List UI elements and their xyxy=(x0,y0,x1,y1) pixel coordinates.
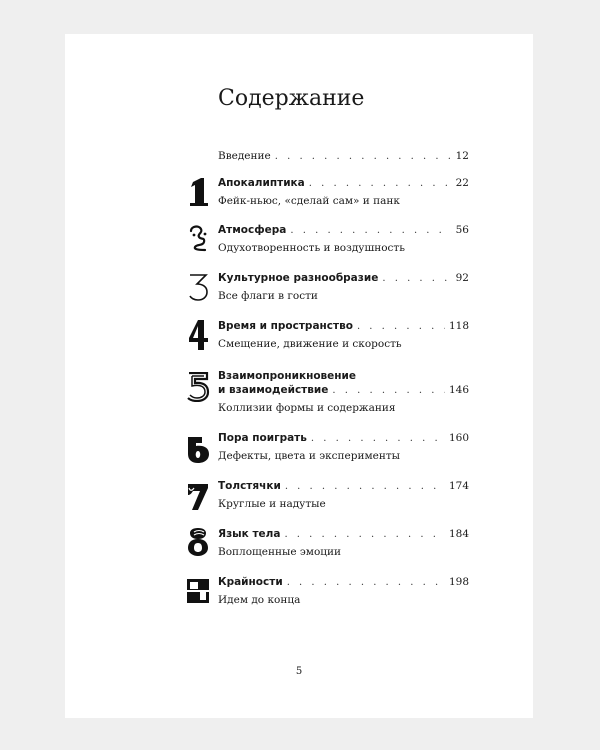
chapter-2-numeral-icon xyxy=(185,225,211,253)
toc-entry-chapter-8[interactable] xyxy=(218,528,469,560)
chapter-7-numeral-icon xyxy=(185,482,211,510)
toc-entry-intro[interactable] xyxy=(218,150,469,166)
entry-subtitle: Фейк-ньюс, «сделай сам» и панк xyxy=(218,195,400,207)
toc-entry-chapter-3[interactable] xyxy=(218,272,469,304)
chapter-3-numeral-icon xyxy=(185,273,211,301)
entry-label-line-1: Взаимопроникновение xyxy=(218,370,357,382)
entry-page-number: 160 xyxy=(448,432,469,444)
toc-entry-chapter-6[interactable] xyxy=(218,432,469,464)
entry-page-number: 12 xyxy=(455,150,469,162)
entry-label: Язык тела xyxy=(218,528,281,540)
dot-leader xyxy=(332,385,445,396)
entry-subtitle: Воплощенные эмоции xyxy=(218,546,342,558)
entry-page-number: 92 xyxy=(455,272,469,284)
dot-leader xyxy=(284,529,445,540)
dot-leader xyxy=(357,321,445,332)
entry-label: Пора поиграть xyxy=(218,432,307,444)
page-title: Содержание xyxy=(218,86,365,111)
entry-label-line-2: и взаимодействие xyxy=(218,384,329,396)
toc-entry-chapter-5[interactable] xyxy=(218,368,469,416)
entry-subtitle: Смещение, движение и скорость xyxy=(218,338,402,350)
entry-label: Культурное разнообразие xyxy=(218,272,379,284)
dot-leader xyxy=(275,151,452,162)
chapter-4-numeral-icon xyxy=(185,321,211,349)
entry-label: Атмосфера xyxy=(218,224,287,236)
entry-page-number: 118 xyxy=(448,320,469,332)
dot-leader xyxy=(290,225,451,236)
dot-leader xyxy=(285,481,445,492)
entry-page-number: 174 xyxy=(448,480,469,492)
entry-subtitle: Все флаги в гости xyxy=(218,290,318,302)
entry-label: Апокалиптика xyxy=(218,177,305,189)
page-folio-number: 5 xyxy=(295,666,303,677)
entry-subtitle: Коллизии формы и содержания xyxy=(218,402,396,414)
chapter-1-numeral-icon xyxy=(185,178,211,206)
entry-subtitle: Идем до конца xyxy=(218,594,301,606)
toc-entry-chapter-9[interactable] xyxy=(218,576,469,608)
toc-entry-chapter-2[interactable] xyxy=(218,224,469,256)
entry-page-number: 56 xyxy=(455,224,469,236)
dot-leader xyxy=(311,433,445,444)
dot-leader xyxy=(309,178,452,189)
chapter-5-numeral-icon xyxy=(185,373,211,401)
entry-page-number: 22 xyxy=(455,177,469,189)
chapter-6-numeral-icon xyxy=(185,435,211,463)
entry-subtitle: Одухотворенность и воздушность xyxy=(218,242,405,254)
entry-page-number: 146 xyxy=(448,384,469,396)
dot-leader xyxy=(382,273,451,284)
entry-subtitle: Круглые и надутые xyxy=(218,498,326,510)
toc-entry-chapter-4[interactable] xyxy=(218,320,469,352)
entry-page-number: 184 xyxy=(448,528,469,540)
book-page xyxy=(65,34,533,718)
entry-label: Толстячки xyxy=(218,480,281,492)
entry-subtitle: Дефекты, цвета и эксперименты xyxy=(218,450,401,462)
toc-entry-chapter-1[interactable] xyxy=(218,177,469,209)
dot-leader xyxy=(287,577,445,588)
entry-page-number: 198 xyxy=(448,576,469,588)
toc-entry-chapter-7[interactable] xyxy=(218,480,469,512)
entry-label: Введение xyxy=(218,150,271,162)
entry-label: Время и пространство xyxy=(218,320,353,332)
entry-label: Крайности xyxy=(218,576,283,588)
chapter-8-numeral-icon xyxy=(185,528,211,556)
chapter-9-numeral-icon xyxy=(185,577,211,605)
